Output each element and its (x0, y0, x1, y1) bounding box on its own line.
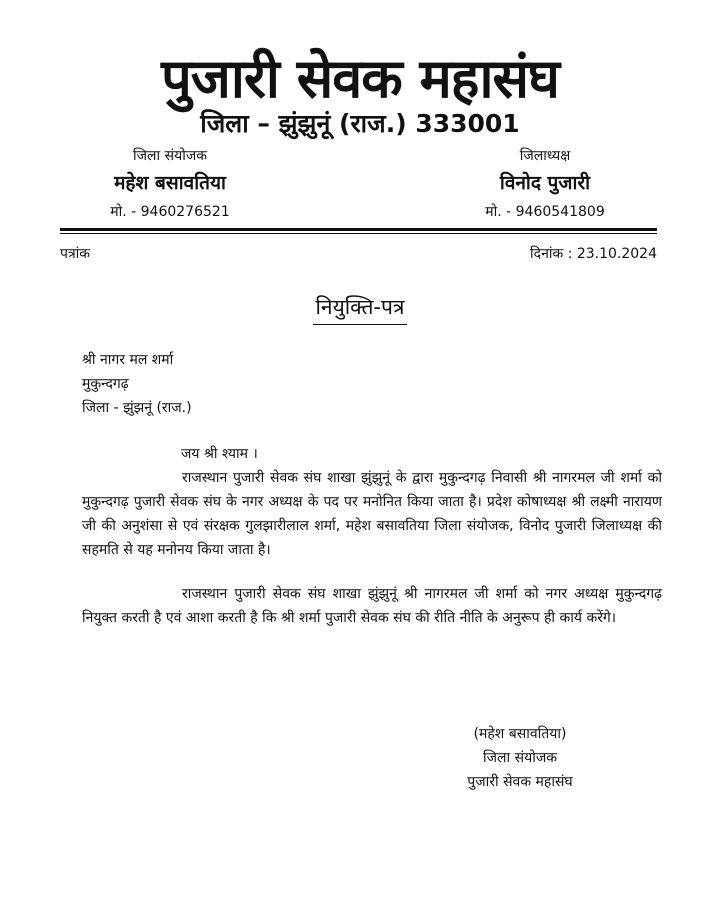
recipient-name: श्री नागर मल शर्मा (82, 352, 174, 368)
left-officer-role: जिला संयोजक (133, 148, 207, 164)
letterhead-divider-thin (60, 233, 657, 234)
greeting: जय श्री श्याम । (181, 446, 258, 462)
letter-date: दिनांक : 23.10.2024 (530, 246, 657, 262)
right-officer-mobile: मो. - 9460541809 (485, 204, 605, 220)
district-address-line: जिला – झुंझुनूं (राज.) 333001 (200, 109, 520, 138)
right-officer-name: विनोद पुजारी (499, 172, 591, 194)
recipient-district: जिला - झुंझनूं (राज.) (82, 400, 192, 416)
right-officer-role: जिलाध्यक्ष (519, 148, 571, 164)
letter-title-text: नियुक्ति-पत्र (313, 292, 406, 325)
recipient-address (82, 348, 192, 420)
left-officer-mobile: मो. - 9460276521 (110, 204, 230, 220)
letterhead-divider-thick (60, 228, 657, 231)
left-officer-block (50, 146, 290, 222)
left-officer-name: महेश बसावतिया (114, 172, 226, 194)
reference-label: पत्रांक (60, 246, 91, 262)
body-paragraph-1: राजस्थान पुजारी सेवक संघ शाखा झुंझुनूं के द्वारा मुकुन्दगढ़ निवासी श्री नागरमल जी शर्मा को मुकुन्दगढ़ पुजारी सेवक संघ के नगर अध्यक्ष के पद पर मनोनित किया जाता है। प्रदेश कोषाध्यक्ष श्री लक्ष्मी नारायण जी की अनुशंसा से एवं संरक्षक गुलझारीलाल शर्मा, महेश बसावतिया जिला संयोजक, विनोद पुजारी जिलाध्यक्ष की सहमति से यह मनोनय किया जाता है। (82, 470, 662, 558)
right-officer-block (425, 146, 665, 222)
body-paragraph-2: राजस्थान पुजारी सेवक संघ शाखा झुंझुनूं श्री नागरमल जी शर्मा को नगर अध्यक्ष मुकुन्दगढ़ नियुक्त करती है एवं आशा करती है कि श्री शर्मा पुजारी सेवक संघ की रीति नीति के अनुरूप ही कार्य करेंगे। (82, 586, 662, 626)
recipient-town: मुकुन्दगढ़ (82, 376, 129, 392)
signatory-name: (महेश बसावतिया) (473, 726, 567, 742)
signatory-org: पुजारी सेवक महासंघ (467, 774, 573, 790)
signatory-title: जिला संयोजक (483, 750, 557, 766)
signature-block (440, 722, 600, 794)
letter-title (0, 292, 720, 325)
org-name: पुजारी सेवक महासंघ (161, 47, 559, 110)
